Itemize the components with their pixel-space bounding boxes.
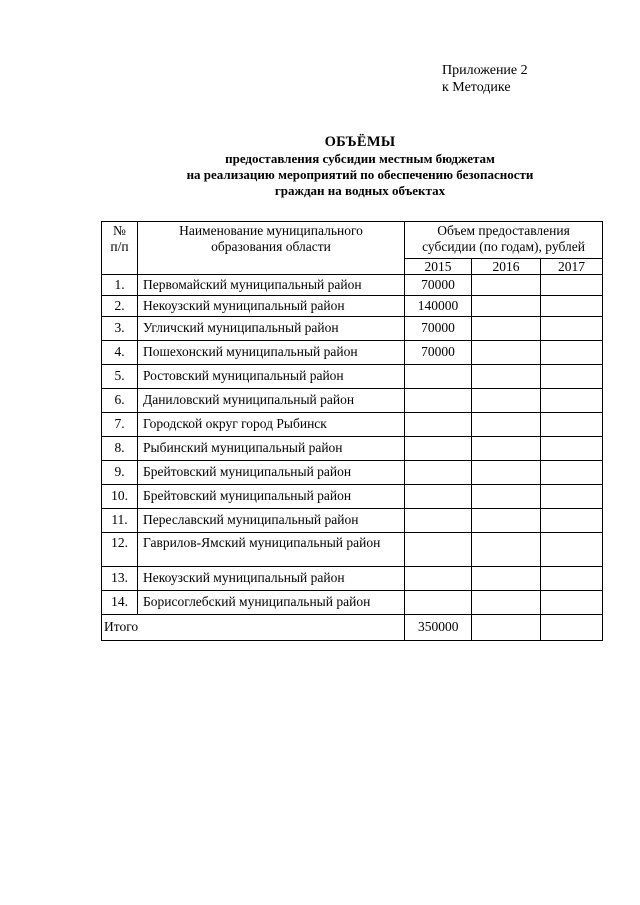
row-name: Первомайский муниципальный район xyxy=(138,275,405,296)
title-line-1: предоставления субсидии местным бюджетам xyxy=(225,151,495,166)
appendix-note xyxy=(442,62,528,96)
row-num: 4. xyxy=(102,341,138,365)
row-name: Даниловский муниципальный район xyxy=(138,389,405,413)
row-value-2016 xyxy=(472,275,541,296)
row-value-2015 xyxy=(405,413,472,437)
table-row xyxy=(102,437,603,461)
row-value-2015 xyxy=(405,533,472,567)
row-name: Рыбинский муниципальный район xyxy=(138,437,405,461)
row-value-2015 xyxy=(405,591,472,615)
row-name: Гаврилов-Ямский муниципальный район xyxy=(138,533,405,567)
row-value-2016 xyxy=(472,341,541,365)
header-year-2017: 2017 xyxy=(541,259,603,275)
header-year-2016: 2016 xyxy=(472,259,541,275)
row-value-2016 xyxy=(472,591,541,615)
row-name: Пошехонский муниципальный район xyxy=(138,341,405,365)
row-value-2015: 70000 xyxy=(405,275,472,296)
header-name-line-2: образования области xyxy=(211,239,331,254)
row-name: Угличский муниципальный район xyxy=(138,317,405,341)
table-header-row xyxy=(102,222,603,259)
row-value-2015 xyxy=(405,365,472,389)
row-value-2017 xyxy=(541,567,603,591)
table-row xyxy=(102,591,603,615)
title-main: ОБЪЁМЫ xyxy=(324,134,396,150)
appendix-line-1: Приложение 2 xyxy=(442,63,528,78)
table-total-row xyxy=(102,615,603,641)
appendix-line-2: к Методике xyxy=(442,80,511,95)
table-row xyxy=(102,317,603,341)
table-row xyxy=(102,413,603,437)
title-line-3: граждан на водных объектах xyxy=(274,183,446,198)
table-row xyxy=(102,533,603,567)
row-value-2016 xyxy=(472,509,541,533)
row-num: 13. xyxy=(102,567,138,591)
header-name xyxy=(138,222,405,275)
row-num: 8. xyxy=(102,437,138,461)
row-name: Переславский муниципальный район xyxy=(138,509,405,533)
row-value-2015 xyxy=(405,509,472,533)
total-value-2016 xyxy=(472,615,541,641)
subsidy-table xyxy=(101,221,603,641)
row-value-2017 xyxy=(541,485,603,509)
total-value-2015: 350000 xyxy=(405,615,472,641)
row-num: 14. xyxy=(102,591,138,615)
table-row xyxy=(102,296,603,317)
row-num: 7. xyxy=(102,413,138,437)
row-name: Некоузский муниципальный район xyxy=(138,296,405,317)
table-row xyxy=(102,485,603,509)
total-label: Итого xyxy=(102,615,405,641)
title-line-2: на реализацию мероприятий по обеспечению безопасности xyxy=(186,167,534,182)
table-row xyxy=(102,389,603,413)
row-value-2015 xyxy=(405,437,472,461)
row-value-2017 xyxy=(541,591,603,615)
row-value-2015: 140000 xyxy=(405,296,472,317)
row-value-2015: 70000 xyxy=(405,317,472,341)
header-num-line-2: п/п xyxy=(110,239,129,254)
table-row xyxy=(102,365,603,389)
row-value-2017 xyxy=(541,509,603,533)
row-value-2016 xyxy=(472,317,541,341)
row-num: 6. xyxy=(102,389,138,413)
row-value-2015 xyxy=(405,461,472,485)
row-value-2017 xyxy=(541,317,603,341)
row-num: 3. xyxy=(102,317,138,341)
document-title xyxy=(100,134,620,199)
header-volume xyxy=(405,222,603,259)
row-value-2016 xyxy=(472,533,541,567)
row-value-2017 xyxy=(541,365,603,389)
row-num: 12. xyxy=(102,533,138,567)
header-num-line-1: № xyxy=(113,223,126,238)
header-volume-line-2: субсидии (по годам), рублей xyxy=(422,239,585,254)
row-name: Борисоглебский муниципальный район xyxy=(138,591,405,615)
header-volume-line-1: Объем предоставления xyxy=(437,223,570,238)
row-num: 2. xyxy=(102,296,138,317)
table-row xyxy=(102,461,603,485)
table-row xyxy=(102,567,603,591)
row-name: Ростовский муниципальный район xyxy=(138,365,405,389)
row-num: 1. xyxy=(102,275,138,296)
row-value-2015 xyxy=(405,567,472,591)
row-value-2016 xyxy=(472,389,541,413)
row-value-2017 xyxy=(541,296,603,317)
table-row xyxy=(102,341,603,365)
table-row xyxy=(102,275,603,296)
row-name: Брейтовский муниципальный район xyxy=(138,485,405,509)
total-value-2017 xyxy=(541,615,603,641)
row-value-2015: 70000 xyxy=(405,341,472,365)
row-value-2016 xyxy=(472,437,541,461)
row-value-2015 xyxy=(405,389,472,413)
row-name: Некоузский муниципальный район xyxy=(138,567,405,591)
row-value-2017 xyxy=(541,389,603,413)
row-value-2017 xyxy=(541,413,603,437)
row-value-2017 xyxy=(541,275,603,296)
row-name: Городской округ город Рыбинск xyxy=(138,413,405,437)
row-value-2016 xyxy=(472,365,541,389)
row-value-2016 xyxy=(472,296,541,317)
row-value-2016 xyxy=(472,413,541,437)
row-num: 11. xyxy=(102,509,138,533)
header-name-line-1: Наименование муниципального xyxy=(179,223,363,238)
row-num: 9. xyxy=(102,461,138,485)
row-value-2016 xyxy=(472,485,541,509)
row-value-2015 xyxy=(405,485,472,509)
table-row xyxy=(102,509,603,533)
header-year-2015: 2015 xyxy=(405,259,472,275)
row-num: 5. xyxy=(102,365,138,389)
row-value-2017 xyxy=(541,533,603,567)
row-value-2017 xyxy=(541,461,603,485)
header-num xyxy=(102,222,138,275)
row-num: 10. xyxy=(102,485,138,509)
row-value-2017 xyxy=(541,437,603,461)
row-value-2017 xyxy=(541,341,603,365)
row-value-2016 xyxy=(472,461,541,485)
row-name: Брейтовский муниципальный район xyxy=(138,461,405,485)
row-value-2016 xyxy=(472,567,541,591)
